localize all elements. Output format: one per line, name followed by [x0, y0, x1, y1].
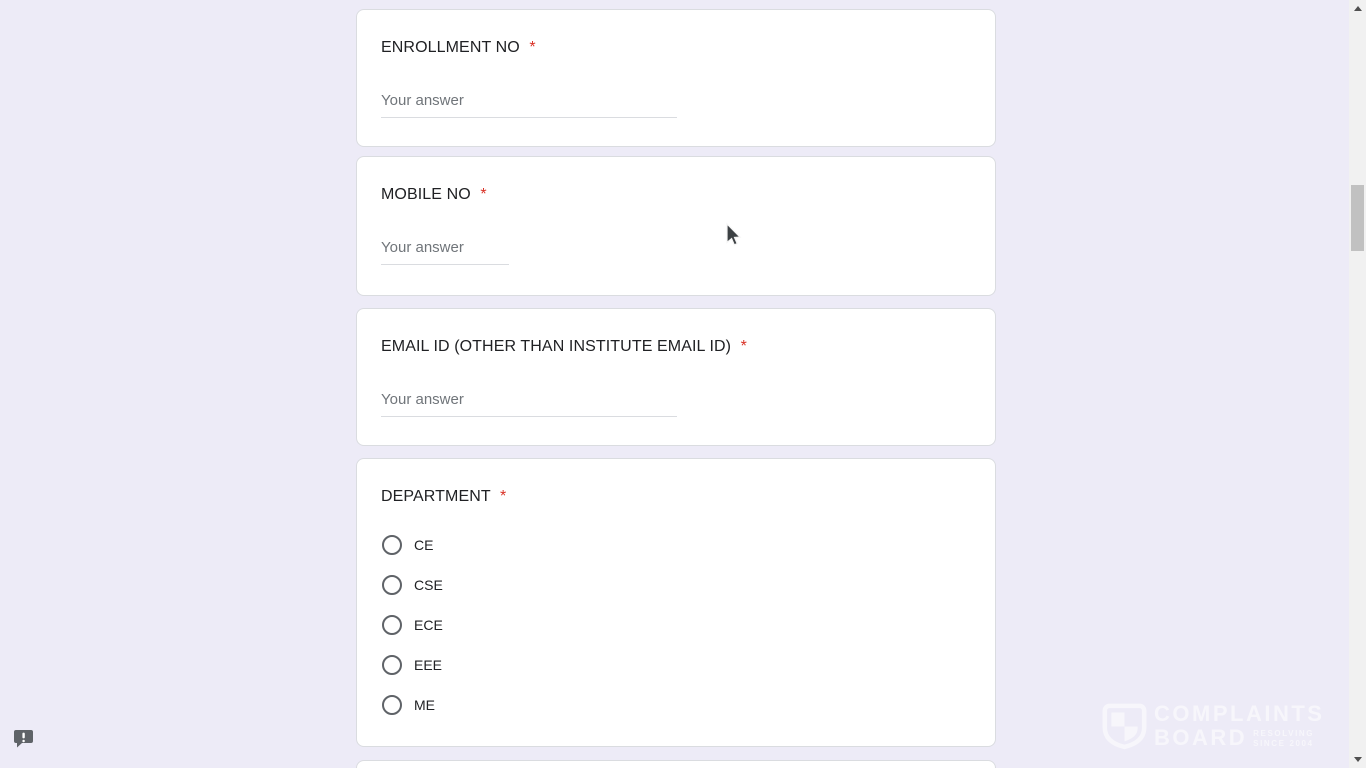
- question-card-department: [356, 458, 996, 747]
- short-answer-input[interactable]: [381, 391, 677, 417]
- required-asterisk: *: [500, 488, 507, 505]
- question-card-mobile-no: [356, 156, 996, 296]
- vertical-scrollbar[interactable]: [1349, 0, 1366, 768]
- watermark-tagline: [1253, 729, 1314, 749]
- radio-button-icon: [382, 535, 402, 555]
- radio-button-icon: [382, 655, 402, 675]
- answer-placeholder: Your answer: [381, 239, 464, 256]
- radio-button-icon: [382, 575, 402, 595]
- report-abuse-icon[interactable]: [12, 728, 34, 750]
- watermark-tagline-line2: SINCE 2004: [1253, 739, 1314, 748]
- watermark-tagline-line1: RESOLVING: [1253, 729, 1315, 738]
- complaintsboard-watermark: [1102, 703, 1324, 750]
- required-asterisk: *: [740, 338, 747, 355]
- required-asterisk: *: [480, 186, 487, 203]
- watermark-brand-line1: COMPLAINTS: [1154, 701, 1325, 726]
- question-title: [381, 186, 487, 204]
- question-card-email-id: [356, 308, 996, 446]
- question-card-enrollment-no: [356, 9, 996, 147]
- watermark-brand-line2: BOARD: [1154, 725, 1248, 750]
- short-answer-input[interactable]: [381, 92, 677, 118]
- option-label: CE: [414, 537, 434, 553]
- arrow-up-icon: [1354, 6, 1362, 11]
- option-label: ME: [414, 697, 435, 713]
- question-title-text: ENROLLMENT NO: [381, 39, 520, 56]
- arrow-down-icon: [1354, 757, 1362, 762]
- question-title-text: MOBILE NO: [381, 186, 471, 203]
- watermark-text: [1154, 703, 1324, 749]
- question-title: [381, 338, 747, 356]
- required-asterisk: *: [529, 39, 536, 56]
- answer-placeholder: Your answer: [381, 391, 464, 408]
- radio-option-ece[interactable]: [357, 605, 995, 645]
- question-card-partial: [356, 760, 996, 768]
- radio-option-cse[interactable]: [357, 565, 995, 605]
- radio-option-me[interactable]: [357, 685, 995, 725]
- scroll-up-button[interactable]: [1349, 0, 1366, 17]
- scrollbar-thumb[interactable]: [1351, 185, 1364, 251]
- option-label: EEE: [414, 657, 443, 673]
- radio-button-icon: [382, 695, 402, 715]
- question-title: [381, 39, 536, 57]
- scroll-down-button[interactable]: [1349, 751, 1366, 768]
- shield-checkered-icon: [1102, 703, 1147, 750]
- short-answer-input[interactable]: [381, 239, 509, 265]
- radio-option-eee[interactable]: [357, 645, 995, 685]
- question-title: [381, 488, 506, 506]
- option-label: CSE: [414, 577, 443, 593]
- radio-option-ce[interactable]: [357, 525, 995, 565]
- answer-placeholder: Your answer: [381, 92, 464, 109]
- question-title-text: DEPARTMENT: [381, 488, 491, 505]
- option-label: ECE: [414, 617, 443, 633]
- speech-bubble-exclamation-icon: [12, 728, 34, 750]
- radio-button-icon: [382, 615, 402, 635]
- question-title-text: EMAIL ID (OTHER THAN INSTITUTE EMAIL ID): [381, 338, 732, 355]
